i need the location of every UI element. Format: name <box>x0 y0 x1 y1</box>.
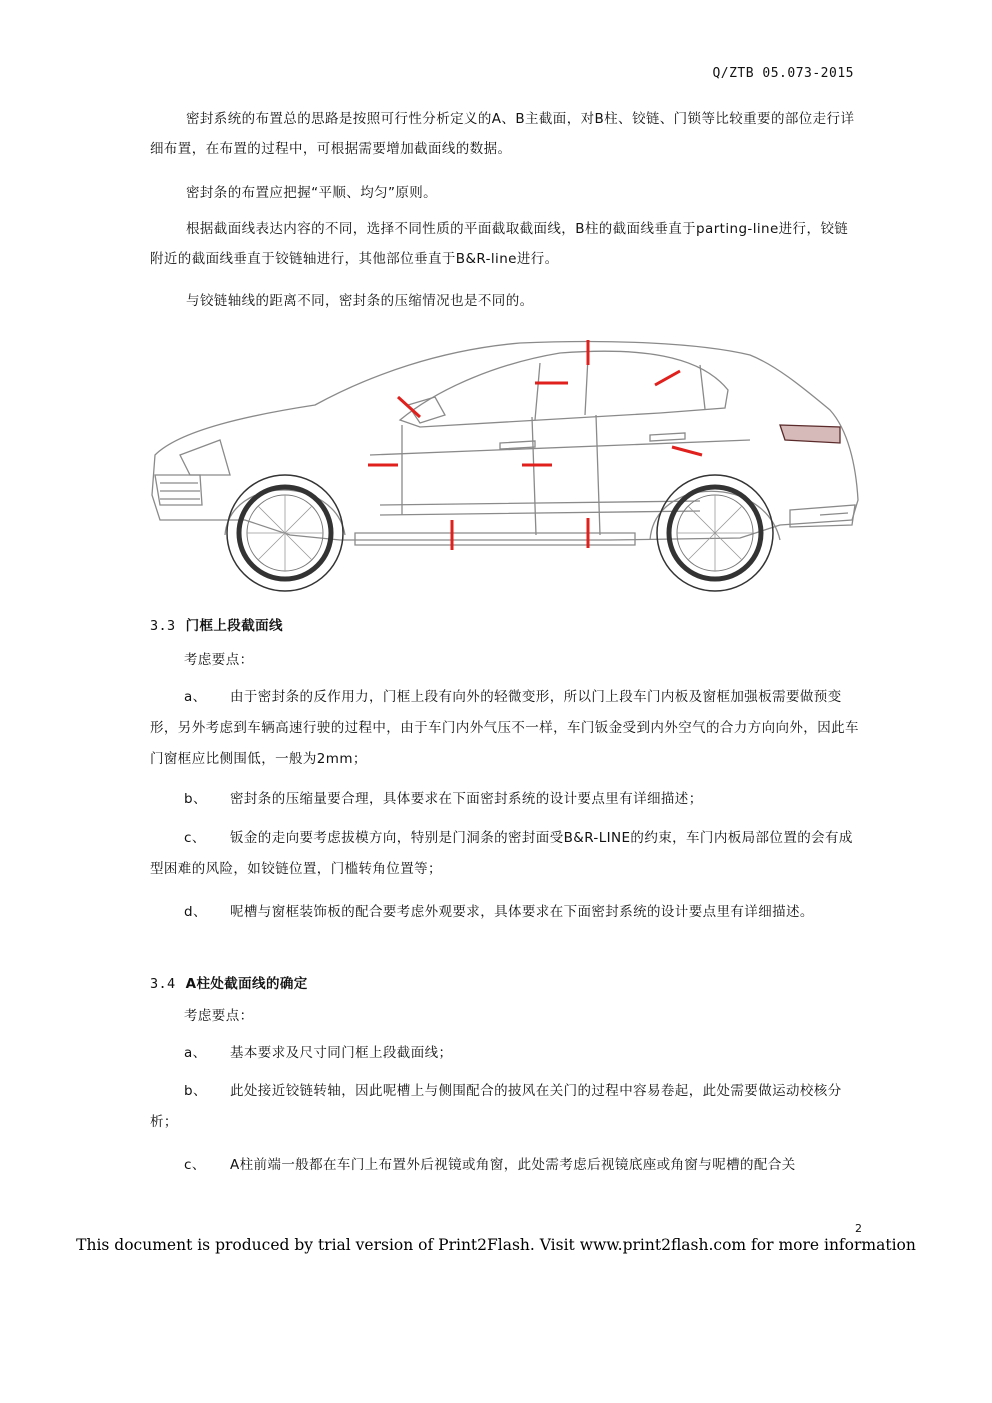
list-marker: b、 <box>184 791 207 807</box>
list-marker: a、 <box>184 689 207 705</box>
list-item-text: 密封条的压缩量要合理，具体要求在下面密封系统的设计要点里有详细描述； <box>230 791 703 807</box>
trial-notice: This document is produced by trial version of Print2Flash. Visit www.print2flash.com for more information <box>76 1236 916 1254</box>
list-item-text: A柱前端一般都在车门上布置外后视镜或角窗，此处需考虑后视镜底座或角窗与呢槽的配合关 <box>230 1157 796 1173</box>
section-number: 3.4 <box>150 976 176 992</box>
section-3-4-item-a <box>150 1038 862 1069</box>
list-item-text: 此处接近铰链转轴，因此呢槽上与侧围配合的披风在关门的过程中容易卷起，此处需要做运动校核分析； <box>150 1083 842 1130</box>
intro-paragraph-3: 根据截面线表达内容的不同，选择不同性质的平面截取截面线，B柱的截面线垂直于parting-line进行，铰链附近的截面线垂直于铰链轴进行，其他部位垂直于B&R-line进行。 <box>150 221 849 267</box>
section-title: A柱处截面线的确定 <box>185 976 308 992</box>
list-marker: c、 <box>184 1157 206 1173</box>
document-code: Q/ZTB 05.073-2015 <box>712 66 854 81</box>
section-3-3-subtitle: 考虑要点： <box>184 652 254 668</box>
intro-paragraph-4: 与铰链轴线的距离不同，密封条的压缩情况也是不同的。 <box>186 293 534 309</box>
section-3-3-heading <box>150 614 283 634</box>
list-marker: a、 <box>184 1045 207 1061</box>
section-number: 3.3 <box>150 618 176 634</box>
section-3-3-item-a <box>150 682 862 775</box>
section-3-4-item-c <box>150 1150 862 1181</box>
section-3-3-item-b <box>150 784 862 815</box>
section-3-4-subtitle: 考虑要点： <box>184 1008 254 1024</box>
section-3-4-item-b <box>150 1076 862 1138</box>
list-item-text: 呢槽与窗框装饰板的配合要考虑外观要求，具体要求在下面密封系统的设计要点里有详细描述。 <box>230 904 814 920</box>
page-number: 2 <box>855 1222 862 1235</box>
list-item-text: 基本要求及尺寸同门框上段截面线； <box>230 1045 453 1061</box>
list-marker: d、 <box>184 904 207 920</box>
section-3-3-item-c <box>150 823 862 885</box>
intro-paragraph-1: 密封系统的布置总的思路是按照可行性分析定义的A、B主截面，对B柱、铰链、门锁等比较重要的部位走行详细布置，在布置的过程中，可根据需要增加截面线的数据。 <box>150 111 855 157</box>
car-side-section-diagram <box>140 335 860 595</box>
section-3-3-item-d <box>150 897 862 928</box>
intro-paragraph-2: 密封条的布置应把握“平顺、均匀”原则。 <box>186 185 438 201</box>
list-marker: c、 <box>184 830 206 846</box>
list-item-text: 由于密封条的反作用力，门框上段有向外的轻微变形，所以门上段车门内板及窗框加强板需要做预变形，另外考虑到车辆高速行驶的过程中，由于车门内外气压不一样，车门钣金受到内外空气的合力方向向外，因此车门窗框应比侧围低，一般为2mm； <box>150 689 859 767</box>
list-item-text: 钣金的走向要考虑拔模方向，特别是门洞条的密封面受B&R-LINE的约束，车门内板局部位置的会有成型困难的风险，如铰链位置，门槛转角位置等； <box>150 830 853 877</box>
section-3-4-heading <box>150 972 308 992</box>
section-title: 门框上段截面线 <box>185 618 283 634</box>
list-marker: b、 <box>184 1083 207 1099</box>
